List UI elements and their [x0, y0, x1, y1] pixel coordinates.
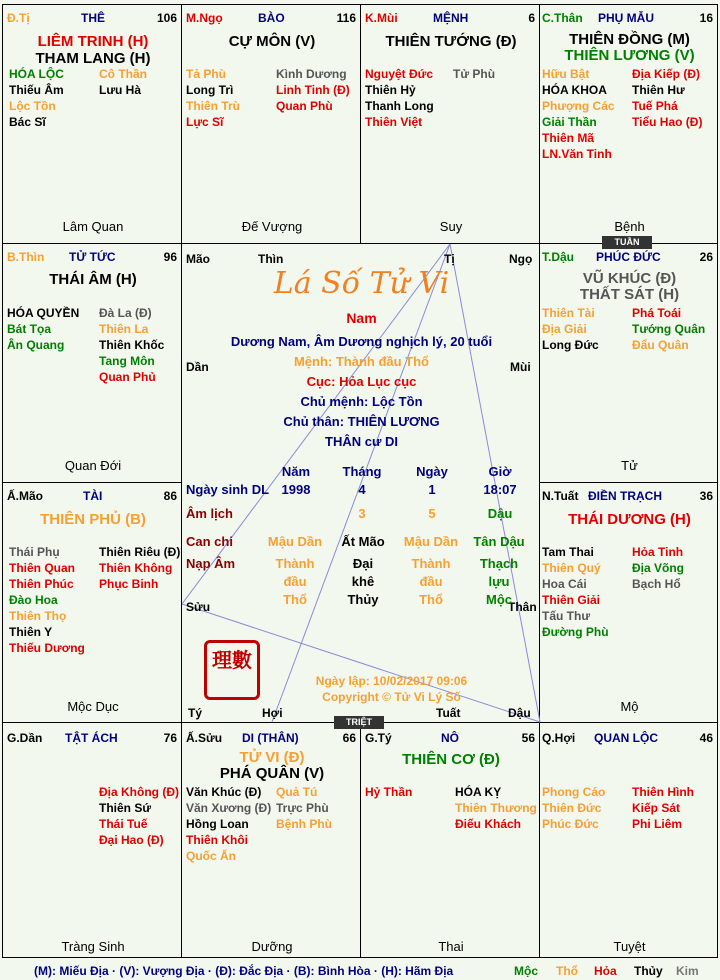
major-star: THIÊN PHỦ (B)	[40, 511, 146, 528]
dl-value: 1	[428, 482, 436, 497]
center-panel	[181, 243, 540, 723]
palace-branch: G.Dần	[7, 731, 43, 745]
minor-star: Thiên Phúc	[9, 577, 74, 591]
palace-name: DI (THÂN)	[242, 731, 299, 745]
na-value: Thổ	[419, 592, 443, 607]
palace-tuat[interactable]	[539, 482, 718, 723]
al-value: 5	[428, 506, 436, 521]
palace-name: PHỤ MẪU	[598, 11, 654, 25]
minor-star: Tam Thai	[542, 545, 594, 559]
palace-name: THÊ	[81, 11, 105, 25]
minor-star: Bạch Hổ	[632, 577, 681, 591]
na-value: Đại	[352, 556, 374, 571]
minor-star: Thanh Long	[365, 99, 434, 113]
branch-label: Mão	[186, 252, 210, 266]
minor-star: Thiên Trù	[186, 99, 240, 113]
minor-star: Thiên Quý	[542, 561, 601, 575]
palace-name: TẬT ÁCH	[65, 731, 118, 745]
minor-star: Thiếu Âm	[9, 83, 64, 97]
branch-label: Thân	[508, 600, 537, 614]
palace-branch: K.Mùi	[365, 11, 398, 25]
major-star: TỬ VI (Đ)	[239, 749, 305, 766]
palace-number: 96	[163, 250, 177, 264]
minor-star: Địa Võng	[632, 561, 685, 575]
menh-line: Mệnh: Thành đầu Thổ	[293, 354, 430, 369]
minor-star: Long Đức	[542, 338, 599, 352]
major-star: THIÊN LƯƠNG (V)	[564, 47, 695, 64]
minor-star: HÓA QUYỀN	[7, 306, 80, 320]
minor-star: Tang Môn	[99, 354, 155, 368]
palace-name: BÀO	[258, 11, 285, 25]
major-star: THIÊN CƠ (Đ)	[402, 751, 500, 768]
minor-star: Lộc Tồn	[9, 99, 56, 113]
minor-star: Phượng Các	[542, 99, 615, 113]
major-star: THẤT SÁT (H)	[579, 286, 680, 303]
legend-tho: Thổ	[556, 964, 578, 978]
palace-dau[interactable]	[539, 243, 718, 483]
palace-branch: Ấ.Sửu	[186, 731, 223, 745]
minor-star: Tướng Quân	[632, 322, 706, 336]
major-star: THAM LANG (H)	[35, 50, 151, 67]
branch-label: Dần	[186, 360, 209, 374]
minor-star: Hỷ Thần	[365, 785, 413, 799]
minor-star: Linh Tinh (Đ)	[276, 83, 350, 97]
row-label: Nạp Âm	[186, 556, 236, 571]
major-star: CỰ MÔN (V)	[228, 33, 316, 50]
legend-moc: Mộc	[514, 964, 538, 978]
minor-star: Tử Phù	[453, 67, 496, 81]
minor-star: Tả Phù	[186, 67, 227, 81]
palace-mao[interactable]	[2, 482, 182, 723]
minor-star: Hỏa Tinh	[632, 545, 684, 559]
tuan-badge: TUẦN	[602, 236, 652, 249]
minor-star: HÓA KỴ	[455, 785, 502, 799]
major-star: PHÁ QUÂN (V)	[219, 765, 325, 782]
minor-star: Thiên Thương	[455, 801, 537, 815]
minor-star: Điếu Khách	[455, 817, 522, 831]
palace-branch: B.Thìn	[7, 250, 45, 264]
palace-suu[interactable]	[181, 722, 361, 958]
palace-name: TÀI	[83, 489, 103, 503]
triet-badge: TRIỆT	[334, 716, 384, 729]
minor-star: Bệnh Phù	[276, 817, 332, 831]
seal-text: 理數	[212, 648, 252, 672]
minor-star: Địa Giải	[542, 322, 587, 336]
major-star: THÁI ÂM (H)	[49, 271, 137, 288]
minor-star: Đẩu Quân	[632, 338, 689, 352]
palace-footer: Thai	[438, 939, 464, 954]
na-value: Thành	[411, 556, 451, 571]
palace-number: 26	[699, 250, 713, 264]
minor-star: Quốc Ấn	[186, 849, 236, 863]
na-value: đầu	[419, 574, 443, 589]
legend-kim: Kim	[676, 964, 699, 978]
minor-star: Phá Toái	[632, 306, 682, 320]
palace-name: TỬ TỨC	[69, 250, 116, 264]
minor-star: Lưu Hà	[99, 83, 142, 97]
chart-title: Lá Số Tử Vi	[273, 266, 450, 301]
minor-star: Đường Phù	[542, 625, 609, 639]
gender: Nam	[346, 310, 377, 326]
minor-star: Nguyệt Đức	[365, 67, 434, 81]
na-value: Mộc	[486, 592, 512, 607]
minor-star: Thiên Tài	[542, 306, 595, 320]
minor-star: Quả Tú	[276, 785, 318, 799]
na-value: khê	[351, 574, 375, 589]
minor-star: Kình Dương	[276, 67, 347, 81]
minor-star: LN.Văn Tinh	[542, 147, 612, 161]
minor-star: Thiên Y	[9, 625, 53, 639]
major-star: LIÊM TRINH (H)	[37, 33, 149, 50]
palace-branch: Ấ.Mão	[7, 489, 43, 503]
minor-star: Thiên Thọ	[9, 609, 67, 623]
palace-thin[interactable]	[2, 243, 182, 483]
info-line: Dương Nam, Âm Dương nghịch lý, 20 tuổi	[230, 334, 493, 349]
na-value: Thổ	[283, 592, 307, 607]
palace-branch: G.Tý	[365, 731, 392, 745]
major-star: THÁI DƯƠNG (H)	[568, 511, 691, 528]
minor-star: Địa Kiếp (Đ)	[632, 67, 701, 81]
palace-branch: Đ.Tị	[7, 11, 30, 25]
legend-hoa: Hỏa	[594, 964, 617, 978]
na-value: Thạch	[479, 556, 519, 571]
palace-footer: Tràng Sinh	[61, 939, 125, 954]
palace-number: 56	[521, 731, 535, 745]
palace-name: NÔ	[441, 731, 459, 745]
palace-number: 116	[336, 11, 356, 25]
row-label: Âm lịch	[186, 506, 233, 521]
palace-footer: Tử	[621, 458, 638, 473]
dl-value: 4	[358, 482, 366, 497]
palace-ty[interactable]	[360, 722, 540, 958]
col-header: Năm	[281, 464, 311, 479]
branch-label: Hợi	[262, 706, 283, 720]
legend-text: (M): Miếu Địa · (V): Vượng Địa · (Đ): Đắc Địa · (B): Bình Hòa · (H): Hãm Địa	[34, 964, 454, 978]
minor-star: Thiên Hình	[632, 785, 694, 799]
date-made: Ngày lập: 10/02/2017 09:06	[315, 674, 468, 688]
dl-value: 1998	[281, 482, 311, 497]
palace-branch: C.Thân	[542, 11, 583, 25]
palace-hoi[interactable]	[539, 722, 718, 958]
palace-mui[interactable]	[360, 4, 540, 244]
palace-number: 66	[342, 731, 356, 745]
minor-star: Trực Phù	[276, 801, 329, 815]
cuc-line: Cục: Hỏa Lục cục	[306, 374, 417, 389]
minor-star: Bác Sĩ	[9, 115, 46, 129]
minor-star: Thiên Hư	[632, 83, 685, 97]
palace-footer: Dưỡng	[251, 939, 293, 954]
cc-value: Mậu Dần	[267, 534, 323, 549]
minor-star: Kiếp Sát	[632, 801, 681, 815]
minor-star: Tấu Thư	[542, 609, 591, 623]
palace-footer: Đế Vượng	[241, 219, 303, 234]
minor-star: Đại Hao (Đ)	[99, 833, 164, 847]
major-star: THIÊN ĐỒNG (M)	[569, 31, 690, 48]
palace-footer: Bệnh	[614, 219, 645, 234]
branch-label: Ngọ	[509, 252, 533, 266]
palace-name: PHÚC ĐỨC	[596, 250, 661, 264]
palace-number: 86	[163, 489, 177, 503]
cc-value: Tân Dậu	[473, 534, 525, 549]
than-cu: THÂN cư DI	[325, 434, 398, 449]
palace-number: 106	[156, 11, 177, 25]
branch-label: Mùi	[510, 360, 531, 374]
dl-value: 18:07	[483, 482, 517, 497]
minor-star: Cô Thần	[99, 67, 147, 81]
row-label: Ngày sinh DL	[186, 482, 270, 497]
palace-name: MỆNH	[433, 11, 469, 25]
row-label: Can chi	[186, 534, 233, 549]
palace-number: 36	[699, 489, 713, 503]
palace-ngo[interactable]	[181, 4, 361, 244]
chu-menh: Chủ mệnh: Lộc Tồn	[300, 394, 423, 409]
minor-star: Lực Sĩ	[186, 115, 224, 129]
minor-star: Địa Không (Đ)	[99, 785, 179, 799]
minor-star: HÓA KHOA	[542, 83, 607, 97]
al-value: 3	[358, 506, 366, 521]
minor-star: Thiên Riêu (Đ)	[99, 545, 181, 559]
minor-star: Thiên Mã	[542, 131, 595, 145]
palace-footer: Mộc Dục	[67, 699, 119, 714]
col-header: Giờ	[488, 464, 512, 479]
minor-star: Thiên Khôi	[186, 833, 248, 847]
copyright: Copyright © Tử Vi Lý Số	[322, 690, 461, 704]
minor-star: Quan Phủ	[99, 370, 156, 384]
branch-label: Thìn	[258, 252, 284, 266]
minor-star: HÓA LỘC	[9, 67, 64, 81]
branch-label: Dậu	[508, 706, 531, 720]
palace-branch: N.Tuất	[542, 489, 579, 503]
minor-star: Thiên Hỷ	[365, 83, 416, 97]
minor-star: Bát Tọa	[7, 322, 52, 336]
palace-than[interactable]	[539, 4, 718, 244]
palace-footer: Mộ	[620, 699, 639, 714]
minor-star: Tiểu Hao (Đ)	[632, 115, 703, 129]
minor-star: Hoa Cái	[542, 577, 587, 591]
palace-name: QUAN LỘC	[594, 731, 658, 745]
col-header: Tháng	[342, 464, 382, 479]
branch-label: Tý	[188, 706, 203, 720]
palace-dan[interactable]	[2, 722, 182, 958]
branch-label: Tị	[444, 252, 455, 266]
palace-number: 46	[699, 731, 713, 745]
branch-label: Tuất	[436, 706, 461, 720]
palace-branch: M.Ngọ	[186, 11, 223, 25]
na-value: đầu	[283, 574, 307, 589]
minor-star: Long Trì	[186, 83, 234, 97]
col-header: Ngày	[416, 464, 448, 479]
minor-star: Đào Hoa	[9, 593, 58, 607]
palace-footer: Quan Đới	[64, 458, 122, 473]
cc-value: Ất Mão	[341, 534, 385, 549]
minor-star: Văn Khúc (Đ)	[186, 785, 262, 799]
palace-number: 76	[163, 731, 177, 745]
minor-star: Phúc Đức	[542, 817, 599, 831]
chu-than: Chủ thân: THIÊN LƯƠNG	[283, 414, 440, 429]
minor-star: Giải Thần	[542, 115, 597, 129]
palace-footer: Tuyệt	[613, 939, 646, 954]
major-star: VŨ KHÚC (Đ)	[582, 270, 677, 287]
minor-star: Ân Quang	[7, 338, 65, 352]
palace-branch: Q.Hợi	[542, 731, 576, 745]
minor-star: Hồng Loan	[186, 817, 249, 831]
minor-star: Thiên La	[99, 322, 149, 336]
palace-footer: Suy	[439, 219, 463, 234]
minor-star: Thái Phụ	[9, 545, 60, 559]
minor-star: Phi Liêm	[632, 817, 683, 831]
minor-star: Thiên Giải	[542, 593, 601, 607]
minor-star: Thái Tuế	[99, 817, 148, 831]
minor-star: Thiên Sứ	[99, 801, 152, 815]
minor-star: Thiên Quan	[9, 561, 75, 575]
legend-thuy: Thủy	[634, 964, 663, 978]
na-value: lựu	[488, 574, 510, 589]
minor-star: Phục Binh	[99, 577, 159, 591]
minor-star: Thiên Khốc	[99, 338, 165, 352]
palace-number: 16	[699, 11, 713, 25]
palace-branch: T.Dậu	[542, 250, 575, 264]
minor-star: Tuế Phá	[632, 99, 678, 113]
branch-label: Sửu	[186, 600, 211, 614]
palace-name: ĐIỀN TRẠCH	[588, 489, 662, 503]
minor-star: Thiên Đức	[542, 801, 602, 815]
minor-star: Thiên Không	[99, 561, 173, 575]
minor-star: Thiếu Dương	[9, 641, 85, 655]
palace-number: 6	[528, 11, 535, 25]
al-value: Dậu	[487, 506, 513, 521]
palace-footer: Lâm Quan	[62, 219, 124, 234]
major-star: THIÊN TƯỚNG (Đ)	[385, 33, 517, 50]
cc-value: Mậu Dần	[403, 534, 459, 549]
legend-bar	[0, 958, 720, 980]
minor-star: Quan Phù	[276, 99, 333, 113]
minor-star: Đà La (Đ)	[99, 306, 152, 320]
minor-star: Hữu Bật	[542, 67, 590, 81]
minor-star: Thiên Việt	[365, 115, 423, 129]
palace-ti[interactable]	[2, 4, 182, 244]
na-value: Thành	[275, 556, 315, 571]
na-value: Thủy	[347, 592, 379, 607]
minor-star: Văn Xương (Đ)	[186, 801, 272, 815]
minor-star: Phong Cáo	[542, 785, 606, 799]
